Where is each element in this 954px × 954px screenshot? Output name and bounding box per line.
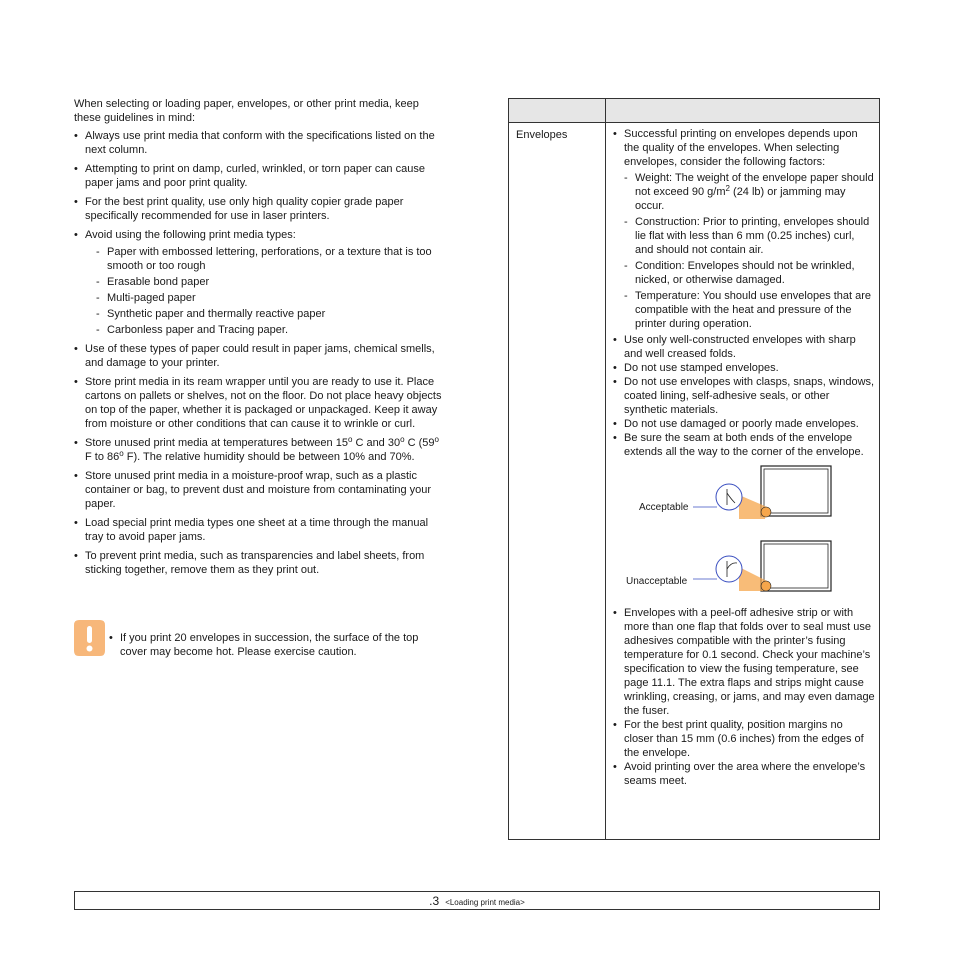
page-footer (74, 891, 880, 910)
envelope-spec-table (508, 98, 880, 840)
sub-list-item: - Synthetic paper and thermally reactive paper (96, 307, 446, 321)
page-number: .3 (429, 894, 440, 908)
table-header (509, 99, 879, 123)
footer-content (75, 894, 879, 910)
list-item: • For the best print quality, position margins no closer than 15 mm (0.6 inches) from the edges of the envelope. (613, 718, 875, 760)
list-item: • Use only well-constructed envelopes with sharp and well creased folds. (613, 333, 875, 361)
list-item: • Do not use envelopes with clasps, snaps, windows, coated lining, self-adhesive seals, or other synthetic materials. (613, 375, 875, 417)
envelope-guidelines (613, 127, 875, 788)
list-item: • Avoid printing over the area where the envelope’s seams meet. (613, 760, 875, 788)
caution-text: • If you print 20 envelopes in succession, the surface of the top cover may become hot. Please exercise caution. (109, 631, 440, 659)
acceptable-envelope (693, 466, 831, 519)
sub-list-item: - Carbonless paper and Tracing paper. (96, 323, 446, 337)
sub-list-item: - Condition: Envelopes should not be wrinkled, nicked, or otherwise damaged. (624, 259, 875, 287)
row-label: Envelopes (516, 129, 568, 141)
list-item (613, 127, 875, 331)
list-item: • To prevent print media, such as transparencies and label sheets, from sticking together, remove them as they print out. (74, 549, 446, 577)
sub-list-item: - Erasable bond paper (96, 275, 446, 289)
unacceptable-envelope (693, 541, 831, 591)
column-divider (605, 99, 606, 839)
list-item (74, 228, 446, 337)
list-item-text: Avoid using the following print media types: (85, 229, 296, 241)
sub-list-item: - Multi-paged paper (96, 291, 446, 305)
guidelines-column (74, 97, 446, 582)
envelope-seam-diagram (613, 459, 875, 606)
list-item: • Do not use stamped envelopes. (613, 361, 875, 375)
chapter-label: <Loading print media> (445, 898, 525, 907)
envelope-factors-list (624, 171, 875, 331)
list-item: • Use of these types of paper could result in paper jams, chemical smells, and damage to your printer. (74, 342, 446, 370)
list-item: • Be sure the seam at both ends of the envelope extends all the way to the corner of the envelope. (613, 431, 875, 459)
list-item: • Load special print media types one sheet at a time through the manual tray to avoid paper jams. (74, 516, 446, 544)
envelope-seam-figure (613, 459, 875, 606)
list-item: • For the best print quality, use only high quality copier grade paper specifically recommended for use in laser printers. (74, 195, 446, 223)
avoid-media-list (96, 245, 446, 337)
unacceptable-label: Unacceptable (626, 576, 688, 587)
intro-text: When selecting or loading paper, envelopes, or other print media, keep these guidelines in mind: (74, 98, 419, 124)
guidelines-list (74, 129, 446, 577)
list-item: • Envelopes with a peel-off adhesive strip or with more than one flap that folds over to seal must use adhesives compatible with the printer’s fusing temperature for 0.1 second. Check your machine’s specification to view the fusing temperature, see page 11.1. The extra flaps and strips might cause wrinkling, creasing, or jams, and may even damage the fuser. (613, 606, 875, 718)
envelope-list-continued (613, 606, 875, 788)
sub-list-item: - Weight: The weight of the envelope paper should not exceed 90 $g/m^2$ (24 lb) or jamming may occur. (624, 171, 875, 213)
envelope-list (613, 127, 875, 459)
list-item: • Store unused print media in a moisture-proof wrap, such as a plastic container or bag, to prevent dust and moisture from contaminating your paper. (74, 469, 446, 511)
sub-list-item: - Paper with embossed lettering, perforations, or a texture that is too smooth or too rough (96, 245, 446, 273)
list-item: • Always use print media that conform with the specifications listed on the next column. (74, 129, 446, 157)
sub-list-item: - Temperature: You should use envelopes that are compatible with the heat and pressure of the printer during operation. (624, 289, 875, 331)
list-item: • Store unused print media at temperatures between 15$^o$ C and 30$^o$ C (59$^o$ F to 86$^o$ F). The relative humidity should be between 10% and 70%. (74, 436, 446, 464)
list-item-text: Successful printing on envelopes depends upon the quality of the envelopes. When selecting envelopes, consider the following factors: (624, 128, 858, 168)
list-item: • Attempting to print on damp, curled, wrinkled, or torn paper can cause paper jams and poor print quality. (74, 162, 446, 190)
list-item: • Store print media in its ream wrapper until you are ready to use it. Place cartons on pallets or shelves, not on the floor. Do not place heavy objects on top of the paper, whether it is packaged or unpackaged. Keep it away from moisture or other conditions that can cause it to wrinkle or curl. (74, 375, 446, 431)
acceptable-label: Acceptable (639, 502, 689, 513)
sub-list-item: - Construction: Prior to printing, envelopes should lie flat with less than 6 mm (0.25 inches) curl, and should not contain air. (624, 215, 875, 257)
caution-icon (74, 620, 105, 656)
list-item: • Do not use damaged or poorly made envelopes. (613, 417, 875, 431)
